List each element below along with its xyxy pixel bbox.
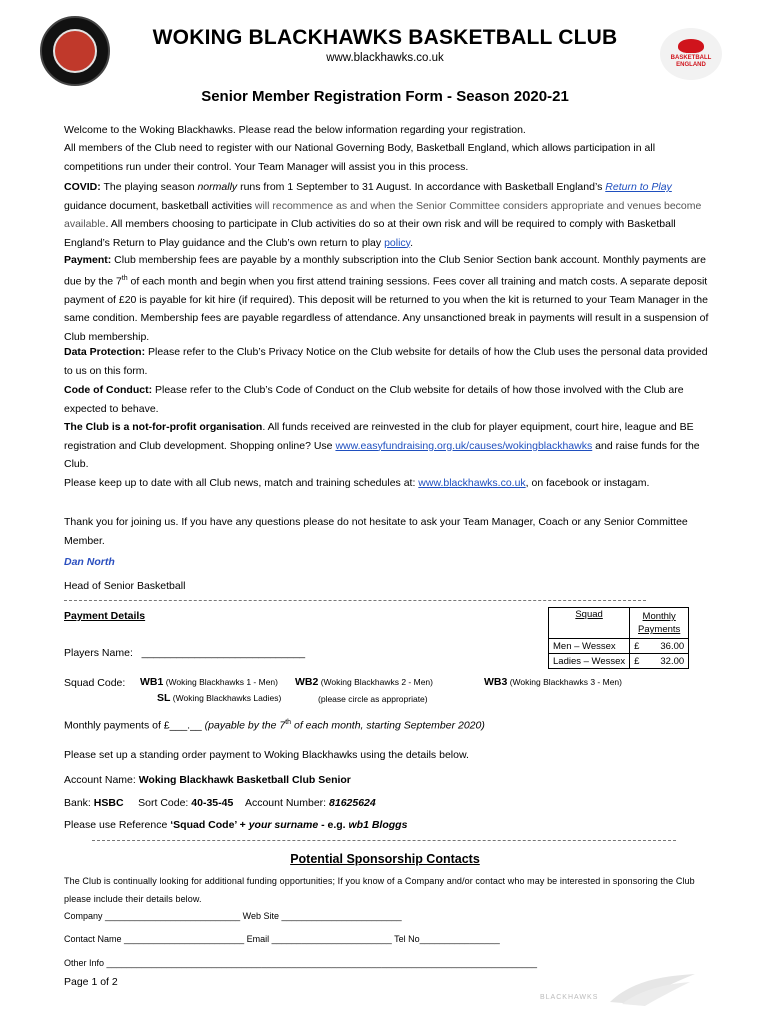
account-name-row [64,774,351,786]
other-info-field[interactable]: Other Info ______________________________________________________________________________________ [64,958,537,968]
covid-text-2: normally [197,181,238,193]
covid-text-7: . [410,236,414,249]
covid-label: COVID: [64,181,101,193]
payment-paragraph [64,251,714,346]
monthly-payment-field[interactable]: Monthly payments of £___.__ [64,719,205,732]
wb1-code: WB1 [140,676,164,688]
fees-table [548,607,689,669]
wb3-option[interactable] [484,676,622,688]
not-for-profit-text-2: and raise funds for the Club. [64,439,700,470]
squad-header-label: Squad [575,609,603,620]
table-cell-amount: 36.00 [647,639,688,654]
standing-order-text: Please set up a standing order payment to Woking Blackhawks using the details below. [64,749,469,761]
account-name-value: Woking Blackhawk Basketball Club Senior [138,774,351,786]
easyfundraising-link[interactable]: www.easyfundraising.org.uk/causes/wokingblackhawks [335,439,593,452]
monthly-note-sup: th [285,719,292,726]
blackhawks-watermark [530,972,700,1008]
updates-paragraph [64,474,714,493]
monthly-note-1: (payable by the 7 [204,719,286,732]
basketball-england-logo [660,28,722,80]
sl-code: SL [157,692,171,704]
payment-sup: th [121,274,128,282]
table-cell-amount: 32.00 [647,654,688,669]
not-for-profit-paragraph [64,418,714,474]
wb3-desc: (Woking Blackhawks 3 - Men) [507,677,622,687]
updates-text-1: Please keep up to date with all Club news, match and training schedules at: [64,477,419,489]
covid-text-1: The playing season [100,181,198,193]
watermark-text: BLACKHAWKS [540,994,599,1001]
sl-desc: (Woking Blackhawks Ladies) [170,693,282,703]
covid-paragraph [64,178,714,252]
data-protection-text: Please refer to the Club’s Privacy Notice on the Club website for details of how the Club uses the personal data provided to us on this form. [64,346,708,377]
reference-row [64,819,407,831]
lion-icon [678,39,704,53]
thanks-paragraph: Thank you for joining us. If you have any questions please do not hesitate to ask your Team Manager, Coach or any Senior Committee Member. [64,516,688,547]
divider [64,600,646,601]
table-header-row [549,608,689,639]
account-number-value: 81625624 [329,797,376,809]
squad-code-label: Squad Code: [64,677,126,689]
logo-text: BASKETBALL ENGLAND [670,55,712,68]
players-name-label: Players Name: [64,647,133,659]
wb3-code: WB3 [484,676,508,688]
welcome-text: Welcome to the Woking Blackhawks. Please read the below information regarding your registration. [64,124,526,136]
table-header-squad [549,608,630,639]
sort-code-value: 40-35-45 [191,797,234,809]
contact-field[interactable]: Contact Name ________________________ Email ________________________ Tel No________________ [64,934,500,944]
bank-label: Bank: [64,797,94,809]
not-for-profit-label: The Club is a not-for-profit organisation [64,421,263,433]
sl-option[interactable] [157,692,281,704]
covid-text-4: guidance document, basketball activities [64,199,255,212]
wb1-desc: (Woking Blackhawks 1 - Men) [163,677,278,687]
table-row [549,654,689,669]
reference-part-4: wb1 Bloggs [348,819,408,831]
not-for-profit-text: . All funds received are reinvested in the club for player equipment, court hire, league and BE registration and Club development. Shopping online? Use [64,421,694,452]
website-link[interactable]: www.blackhawks.co.uk [418,477,526,489]
payment-text-2: of each month and begin when you first attend training sessions. Fees cover all training and match costs. A separate deposit payment of £20 is payable for kit hire (if required). This deposit will be returned to you when the kit is returned to your Team Manager in the same condition. Membership fees are payable regardless of attendance. Any unsanctioned break in payments will result in a suspension of Club membership. [64,275,709,343]
club-name: WOKING BLACKHAWKS BASKETBALL CLUB [152,26,618,49]
wb1-option[interactable] [140,676,278,688]
sort-code-label: Sort Code: [138,797,192,809]
circle-note: (please circle as appropriate) [318,694,428,704]
data-protection-paragraph [64,343,714,380]
sponsorship-title: Potential Sponsorship Contacts [290,852,480,866]
payment-details-title: Payment Details [64,610,146,622]
reference-part-3: - e.g. [318,819,349,831]
covid-text-3: runs from 1 September to 31 August. In accordance with Basketball England’s [237,181,606,193]
return-to-play-link[interactable]: Return to Play [605,181,672,193]
table-header-monthly [630,608,689,639]
reference-label: Please use Reference [64,819,171,831]
conduct-paragraph [64,381,714,418]
payment-label: Payment: [64,254,112,266]
members-text: All members of the Club need to register with our National Governing Body, Basketball England, which allows participation in all competitions run under their control. Your Team Manager will assist you in this process. [64,142,656,173]
page-number: Page 1 of 2 [64,976,118,988]
form-title: Senior Member Registration Form - Season 2020-21 [201,88,569,105]
updates-text-2: , on facebook or instagam. [525,477,650,489]
table-cell-squad: Ladies – Wessex [549,654,630,669]
wb2-option[interactable] [295,676,433,688]
conduct-text: Please refer to the Club’s Code of Conduct on the Club website for details of how those involved with the Club are expected to behave. [64,384,684,415]
table-cell-currency: £ [630,639,648,654]
bank-value: HSBC [93,797,124,809]
table-cell-currency: £ [630,654,648,669]
players-name-field[interactable]: ____________________________ [141,647,306,659]
account-number-label: Account Number: [244,797,330,809]
wing-icon [530,972,700,1008]
reference-part-2: your surname [248,819,319,831]
monthly-note-2: of each month, starting September 2020) [291,719,485,732]
bank-details-row [64,797,376,809]
table-row [549,639,689,654]
conduct-label: Code of Conduct: [64,384,153,396]
payment-text-1: Club membership fees are payable by a monthly subscription into the Club Senior Section bank account. Monthly payments are due by the 7 [64,254,707,287]
reference-part-1: ‘Squad Code’ + [170,819,249,831]
sponsorship-text: The Club is continually looking for additional funding opportunities; If you know of a Company and/or contact who may be interested in sponsoring the Club please include their details below. [64,876,695,904]
wb2-desc: (Woking Blackhawks 2 - Men) [318,677,433,687]
account-name-label: Account Name: [64,774,139,786]
players-name-row [64,647,305,659]
covid-text-6: . All members choosing to participate in Club activities do so at their own risk and will be required to comply with Basketball England’s Return to Play guidance and the Club’s own return to play [64,218,676,249]
policy-link[interactable]: policy [384,236,411,249]
monthly-payment-row [64,719,485,732]
divider [92,840,676,841]
table-cell-squad: Men – Wessex [549,639,630,654]
club-url: www.blackhawks.co.uk [326,52,444,64]
company-field[interactable]: Company ___________________________ Web Site ________________________ [64,911,402,921]
data-protection-label: Data Protection: [64,346,146,358]
monthly-header-label: Monthly Payments [638,611,681,635]
signatory-role: Head of Senior Basketball [64,580,186,592]
covid-text-5: will recommence as and when the Senior Committee considers appropriate and venues become available [64,199,702,230]
wb2-code: WB2 [295,676,319,688]
signatory-name: Dan North [64,556,115,568]
